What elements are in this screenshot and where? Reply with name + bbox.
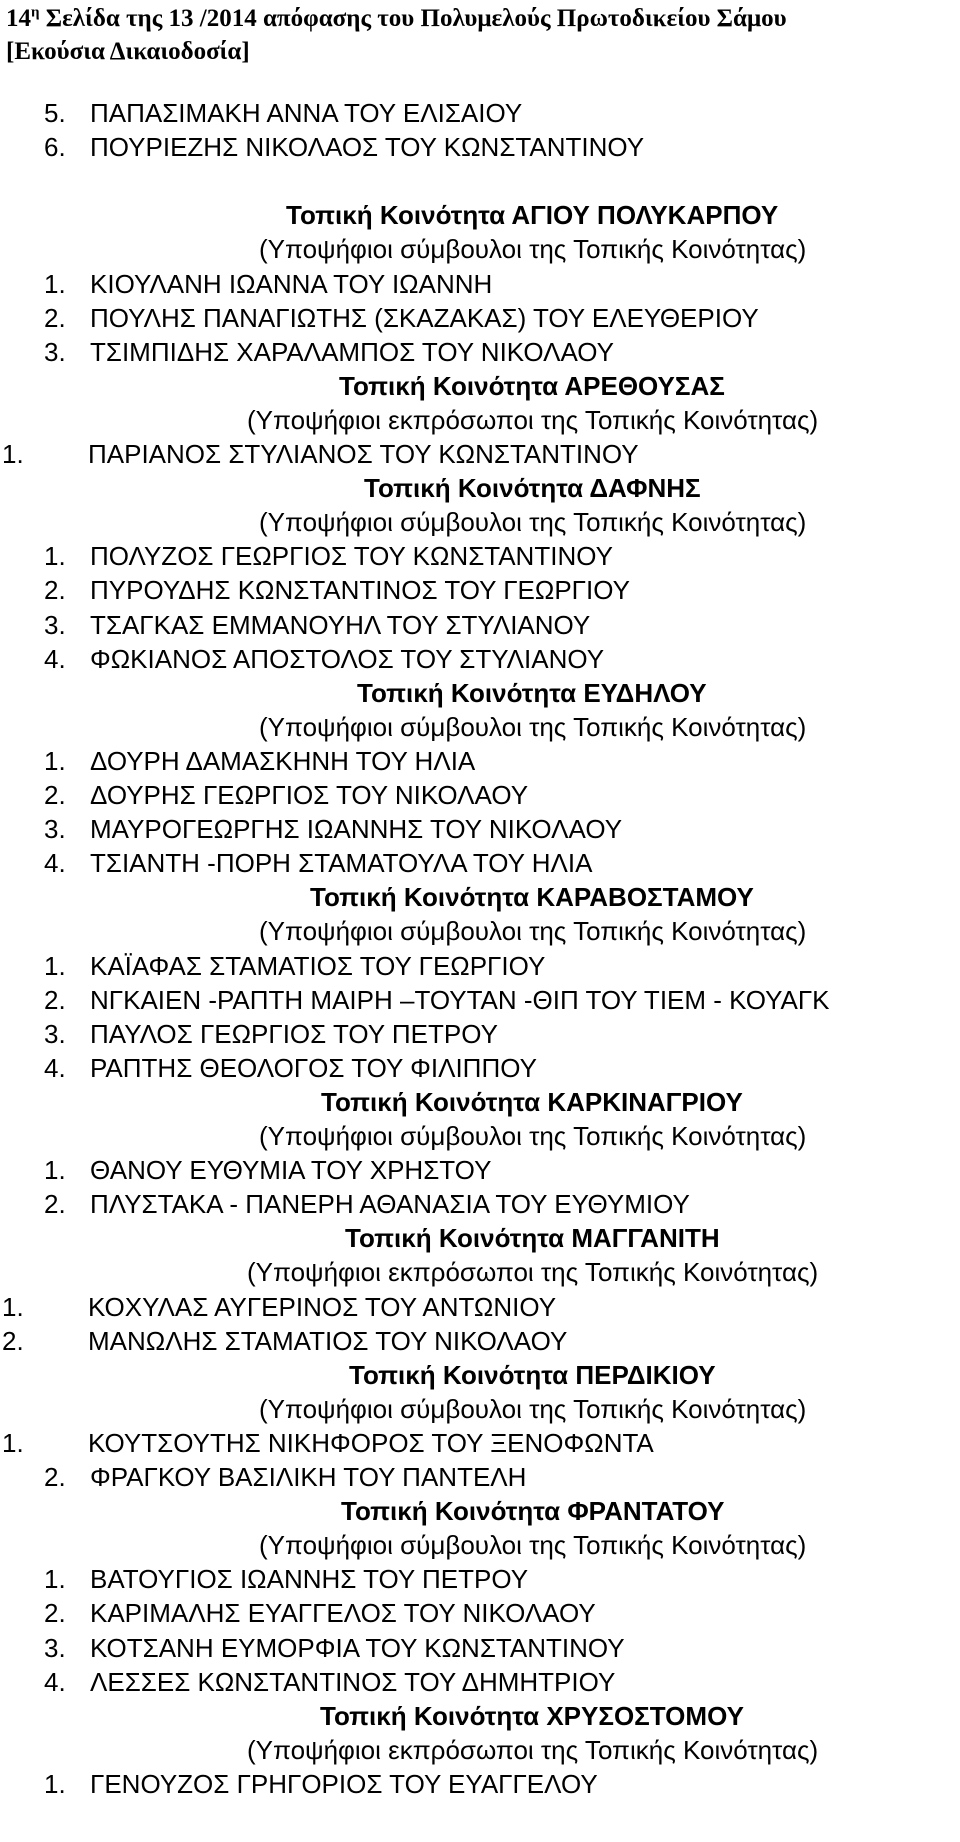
- candidate-group-subheading: (Υποψήφιοι σύμβουλοι της Τοπικής Κοινότητας): [259, 1121, 807, 1151]
- candidate-name: ΒΑΤΟΥΓΙΟΣ ΙΩΑΝΝΗΣ ΤΟΥ ΠΕΤΡΟΥ: [90, 1564, 529, 1595]
- candidate-item: [44, 539, 613, 573]
- candidate-number: 2.: [44, 1598, 66, 1629]
- candidate-number: 2.: [44, 1189, 66, 1220]
- candidate-item: [44, 983, 830, 1017]
- candidate-group-subheading: (Υποψήφιοι σύμβουλοι της Τοπικής Κοινότητας): [259, 1530, 807, 1561]
- candidate-item: [44, 608, 590, 642]
- candidate-item: [44, 744, 475, 778]
- candidate-item: [44, 949, 545, 983]
- candidate-name: ΠΑΠΑΣΙΜΑΚΗ ΑΝΝΑ ΤΟΥ ΕΛΙΣΑΙΟΥ: [90, 98, 523, 128]
- candidate-name: ΚΑΡΙΜΑΛΗΣ ΕΥΑΓΓΕΛΟΣ ΤΟΥ ΝΙΚΟΛΑΟΥ: [90, 1598, 596, 1629]
- community-heading: Τοπική Κοινότητα ΧΡΥΣΟΣΤΟΜΟΥ: [320, 1700, 744, 1731]
- community-heading: Τοπική Κοινότητα ΑΓΙΟΥ ΠΟΛΥΚΑΡΠΟΥ: [286, 200, 779, 231]
- candidate-name: ΜΑΝΩΛΗΣ ΣΤΑΜΑΤΙΟΣ ΤΟΥ ΝΙΚΟΛΑΟΥ: [88, 1325, 568, 1356]
- candidate-number: 3.: [44, 336, 66, 367]
- candidate-group-subheading: (Υποψήφιοι σύμβουλοι της Τοπικής Κοινότητας): [259, 234, 807, 265]
- header-page-number: 14: [6, 5, 31, 32]
- candidate-number: 1.: [44, 268, 66, 299]
- candidate-group-subheading: (Υποψήφιοι σύμβουλοι της Τοπικής Κοινότητας): [259, 916, 807, 947]
- candidate-item: [2, 1426, 654, 1460]
- candidate-group-subheading: (Υποψήφιοι εκπρόσωποι της Τοπικής Κοινότητας): [247, 404, 819, 435]
- candidate-number: 1.: [44, 541, 66, 572]
- candidate-number: 2.: [44, 984, 66, 1015]
- candidate-group-subheading: (Υποψήφιοι σύμβουλοι της Τοπικής Κοινότητας): [259, 507, 807, 538]
- candidate-number: 2.: [44, 780, 66, 810]
- candidate-item: [44, 846, 592, 880]
- candidate-name: ΠΑΥΛΟΣ ΓΕΩΡΓΙΟΣ ΤΟΥ ΠΕΤΡΟΥ: [90, 1018, 498, 1049]
- candidate-number: 2.: [44, 1462, 66, 1492]
- header-ordinal-suffix: η: [31, 4, 40, 21]
- candidate-item: [44, 1017, 498, 1051]
- community-heading: Τοπική Κοινότητα ΚΑΡΑΒΟΣΤΑΜΟΥ: [310, 882, 754, 913]
- candidate-number: 1.: [44, 745, 66, 776]
- candidate-item: [44, 267, 492, 301]
- candidate-item: [44, 1187, 690, 1221]
- candidate-item: [44, 1460, 526, 1494]
- candidate-name: ΠΟΥΡΙΕΖΗΣ ΝΙΚΟΛΑΟΣ ΤΟΥ ΚΩΝΣΤΑΝΤΙΝΟΥ: [90, 132, 645, 163]
- candidate-name: ΤΣΙΑΝΤΗ -ΠΟΡΗ ΣΤΑΜΑΤΟΥΛΑ ΤΟΥ ΗΛΙΑ: [90, 848, 593, 879]
- candidate-group-subheading: (Υποψήφιοι σύμβουλοι της Τοπικής Κοινότητας): [259, 1393, 807, 1424]
- candidate-name: ΠΛΥΣΤΑΚΑ - ΠΑΝΕΡΗ ΑΘΑΝΑΣΙΑ ΤΟΥ ΕΥΘΥΜΙΟΥ: [90, 1189, 690, 1220]
- candidate-name: ΠΟΥΛΗΣ ΠΑΝΑΓΙΩΤΗΣ (ΣΚΑΖΑΚΑΣ) ΤΟΥ ΕΛΕΥΘΕΡΙΟΥ: [90, 302, 759, 333]
- page-header: [6, 2, 787, 68]
- candidate-name: ΦΡΑΓΚΟΥ ΒΑΣΙΛΙΚΗ ΤΟΥ ΠΑΝΤΕΛΗ: [90, 1462, 527, 1492]
- candidate-name: ΔΟΥΡΗ ΔΑΜΑΣΚΗΝΗ ΤΟΥ ΗΛΙΑ: [90, 745, 476, 776]
- candidate-number: 6.: [44, 132, 66, 163]
- candidate-number: 4.: [44, 1666, 66, 1697]
- candidate-name: ΦΩΚΙΑΝΟΣ ΑΠΟΣΤΟΛΟΣ ΤΟΥ ΣΤΥΛΙΑΝΟΥ: [90, 643, 605, 674]
- candidate-item: [44, 1153, 491, 1187]
- candidate-number: 1.: [44, 1155, 66, 1186]
- candidate-item: [44, 1596, 596, 1630]
- community-heading: Τοπική Κοινότητα ΕΥΔΗΛΟΥ: [357, 677, 707, 708]
- candidate-name: ΤΣΙΜΠΙΔΗΣ ΧΑΡΑΛΑΜΠΟΣ ΤΟΥ ΝΙΚΟΛΑΟΥ: [90, 336, 614, 367]
- candidate-name: ΝΓΚΑΙΕΝ -ΡΑΠΤΗ ΜΑΙΡΗ –ΤΟΥΤΑΝ -ΘΙΠ ΤΟΥ ΤΙΕΜ - ΚΟΥΑΓΚ: [90, 984, 830, 1015]
- candidate-number: 1.: [44, 1768, 66, 1799]
- candidate-item: [44, 778, 528, 812]
- community-heading: Τοπική Κοινότητα ΠΕΡΔΙΚΙΟΥ: [349, 1359, 716, 1390]
- candidate-name: ΠΟΛΥΖΟΣ ΓΕΩΡΓΙΟΣ ΤΟΥ ΚΩΝΣΤΑΝΤΙΝΟΥ: [90, 541, 613, 572]
- community-heading: Τοπική Κοινότητα ΦΡΑΝΤΑΤΟΥ: [341, 1496, 725, 1527]
- community-heading: Τοπική Κοινότητα ΜΑΓΓΑΝΙΤΗ: [345, 1223, 720, 1254]
- community-heading: Τοπική Κοινότητα ΚΑΡΚΙΝΑΓΡΙΟΥ: [321, 1086, 743, 1117]
- candidate-name: ΚΙΟΥΛΑΝΗ ΙΩΑΝΝΑ ΤΟΥ ΙΩΑΝΝΗ: [90, 268, 493, 299]
- candidate-number: 4.: [44, 1052, 66, 1083]
- candidate-number: 4.: [44, 643, 66, 674]
- candidate-item: [44, 335, 614, 369]
- candidate-name: ΚΟΤΣΑΝΗ ΕΥΜΟΡΦΙΑ ΤΟΥ ΚΩΝΣΤΑΝΤΙΝΟΥ: [90, 1632, 625, 1663]
- candidate-item: [44, 1051, 537, 1085]
- candidate-number: 1.: [44, 1564, 66, 1595]
- candidate-item: [2, 1290, 556, 1324]
- candidate-name: ΜΑΥΡΟΓΕΩΡΓΗΣ ΙΩΑΝΝΗΣ ΤΟΥ ΝΙΚΟΛΑΟΥ: [90, 814, 623, 845]
- candidate-item: [44, 1631, 625, 1665]
- candidate-name: ΚΟΥΤΣΟΥΤΗΣ ΝΙΚΗΦΟΡΟΣ ΤΟΥ ΞΕΝΟΦΩΝΤΑ: [88, 1427, 654, 1458]
- candidate-name: ΘΑΝΟΥ ΕΥΘΥΜΙΑ ΤΟΥ ΧΡΗΣΤΟΥ: [90, 1155, 492, 1186]
- candidate-name: ΡΑΠΤΗΣ ΘΕΟΛΟΓΟΣ ΤΟΥ ΦΙΛΙΠΠΟΥ: [90, 1052, 537, 1083]
- candidate-name: ΚΑΪΑΦΑΣ ΣΤΑΜΑΤΙΟΣ ΤΟΥ ΓΕΩΡΓΙΟΥ: [90, 950, 546, 981]
- candidate-group-subheading: (Υποψήφιοι σύμβουλοι της Τοπικής Κοινότητας): [259, 711, 807, 742]
- candidate-number: 3.: [44, 1632, 66, 1663]
- candidate-item: [44, 301, 759, 335]
- candidate-number: 1.: [44, 950, 66, 981]
- community-heading: Τοπική Κοινότητα ΔΑΦΝΗΣ: [364, 473, 701, 504]
- header-line-2: [Εκούσια Δικαιοδοσία]: [6, 38, 250, 65]
- candidate-name: ΛΕΣΣΕΣ ΚΩΝΣΤΑΝΤΙΝΟΣ ΤΟΥ ΔΗΜΗΤΡΙΟΥ: [90, 1666, 616, 1697]
- candidate-number: 1.: [2, 1427, 24, 1458]
- candidate-item: [2, 1324, 567, 1358]
- candidate-number: 5.: [44, 98, 66, 128]
- candidate-number: 3.: [44, 609, 66, 640]
- candidate-number: 2.: [2, 1325, 24, 1356]
- candidate-number: 4.: [44, 848, 66, 879]
- community-heading: Τοπική Κοινότητα ΑΡΕΘΟΥΣΑΣ: [339, 370, 725, 401]
- candidate-item: [44, 812, 622, 846]
- candidate-name: ΔΟΥΡΗΣ ΓΕΩΡΓΙΟΣ ΤΟΥ ΝΙΚΟΛΑΟΥ: [90, 780, 529, 810]
- candidate-item: [44, 1767, 598, 1801]
- candidate-number: 3.: [44, 1018, 66, 1049]
- candidate-name: ΓΕΝΟΥΖΟΣ ΓΡΗΓΟΡΙΟΣ ΤΟΥ ΕΥΑΓΓΕΛΟΥ: [90, 1768, 598, 1799]
- candidate-number: 1.: [2, 439, 24, 469]
- candidate-name: ΚΟΧΥΛΑΣ ΑΥΓΕΡΙΝΟΣ ΤΟΥ ΑΝΤΩΝΙΟΥ: [88, 1291, 557, 1322]
- header-decision-title: Σελίδα της 13 /2014 απόφασης του Πολυμελούς Πρωτοδικείου Σάμου: [39, 5, 787, 32]
- header-line-1: [6, 2, 787, 35]
- candidate-item: [2, 437, 639, 471]
- candidate-item: [44, 1562, 528, 1596]
- candidate-item: [44, 96, 522, 130]
- candidate-number: 3.: [44, 814, 66, 845]
- candidate-name: ΠΑΡΙΑΝΟΣ ΣΤΥΛΙΑΝΟΣ ΤΟΥ ΚΩΝΣΤΑΝΤΙΝΟΥ: [88, 439, 639, 469]
- candidate-name: ΠΥΡΟΥΔΗΣ ΚΩΝΣΤΑΝΤΙΝΟΣ ΤΟΥ ΓΕΩΡΓΙΟΥ: [90, 575, 630, 606]
- candidate-name: ΤΣΑΓΚΑΣ ΕΜΜΑΝΟΥΗΛ ΤΟΥ ΣΤΥΛΙΑΝΟΥ: [90, 609, 591, 640]
- candidate-item: [44, 130, 644, 164]
- candidate-number: 2.: [44, 302, 66, 333]
- candidate-number: 1.: [2, 1291, 24, 1322]
- candidate-item: [44, 573, 630, 607]
- candidate-group-subheading: (Υποψήφιοι εκπρόσωποι της Τοπικής Κοινότητας): [247, 1734, 819, 1765]
- candidate-number: 2.: [44, 575, 66, 606]
- candidate-group-subheading: (Υποψήφιοι εκπρόσωποι της Τοπικής Κοινότητας): [247, 1257, 819, 1288]
- candidate-item: [44, 1665, 615, 1699]
- candidate-item: [44, 642, 604, 676]
